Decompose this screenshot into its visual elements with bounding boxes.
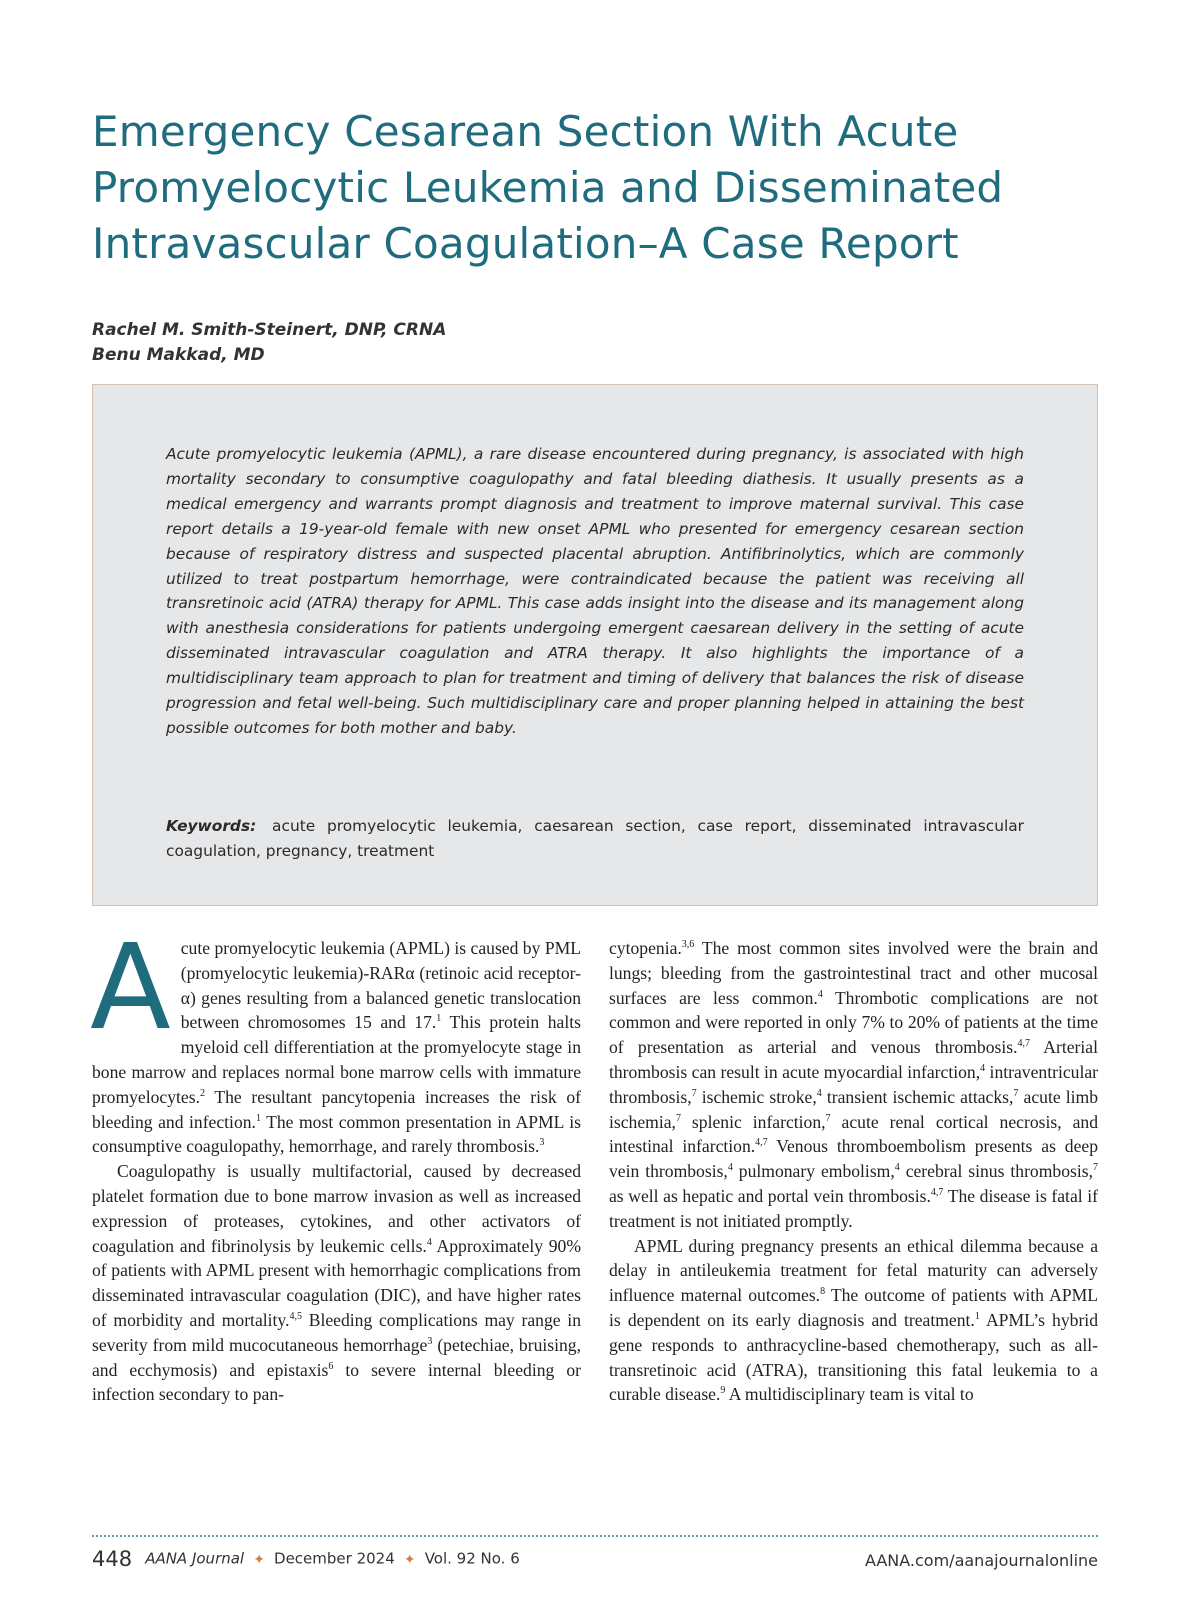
separator-icon: ✦ — [403, 1551, 416, 1568]
citation-ref: 4 — [816, 1087, 822, 1099]
citation-ref: 3,6 — [681, 939, 695, 950]
page-number: 448 — [92, 1547, 133, 1571]
title-line: Promyelocytic Leukemia and Disseminated — [92, 163, 1004, 212]
paragraph: cytopenia.$^{3,6}$ The most common sites involved were the brain and lungs; bleeding from the gastrointestinal tract and other mucosal surfaces are less common.$^4$ Thrombotic complications are not common and were reported in only 7% to 20% of patients at the time of presentation as arterial and venous thrombosis.$^{4,7}$ Arterial thrombosis can result in acute myocardial infarction,$^4$ intraventricular thrombosis,$^7$ ischemic stroke,$^4$ transient ischemic attacks,$^7$ acute limb ischemia,$^7$ splenic infarction,$^7$ acute renal cortical necrosis, and intestinal infarction.$^{4,7}$ Venous thromboembolism presents as deep vein thrombosis,$^4$ pulmonary embolism,$^4$ cerebral sinus thrombosis,$^7$ as well as hepatic and portal vein thrombosis.$^{4,7}$ The disease is fatal if treatment is not initiated promptly. — [609, 938, 1099, 1231]
citation-ref: 3 — [539, 1137, 545, 1149]
citation-ref: 4 — [980, 1062, 986, 1074]
body-column-right — [609, 936, 1098, 1407]
title-line: Intravascular Coagulation–A Case Report — [92, 219, 959, 268]
citation-ref: 7 — [1093, 1162, 1098, 1174]
page-footer — [92, 1547, 1098, 1575]
separator-icon: ✦ — [253, 1551, 265, 1568]
volume-issue: Vol. 92 No. 6 — [424, 1549, 520, 1568]
citation-ref: 7 — [675, 1112, 681, 1124]
article-title — [92, 104, 1122, 272]
citation-ref: 4,7 — [755, 1137, 768, 1149]
keywords-label: Keywords: — [166, 817, 257, 835]
citation-ref: 7 — [691, 1087, 697, 1099]
body-column-left — [90, 918, 581, 1407]
citation-ref: 4 — [894, 1162, 900, 1174]
journal-name: AANA Journal — [145, 1549, 245, 1568]
citation-ref: 1 — [436, 1013, 442, 1025]
citation-ref: 4,7 — [930, 1186, 944, 1198]
journal-url[interactable]: AANA.com/aanajournalonline — [864, 1551, 1098, 1570]
abstract-box — [92, 384, 1098, 906]
citation-ref: 6 — [328, 1360, 334, 1372]
citation-ref: 9 — [720, 1385, 726, 1397]
keywords — [166, 814, 1024, 864]
citation-ref: 1 — [255, 1112, 261, 1124]
citation-ref: 4 — [727, 1162, 733, 1174]
citation-ref: 2 — [199, 1087, 205, 1099]
citation-ref: 3 — [427, 1335, 433, 1347]
author-list — [92, 318, 446, 368]
citation-ref: 4,7 — [1017, 1038, 1030, 1050]
citation-ref: 7 — [825, 1112, 831, 1124]
citation-ref: 4,5 — [289, 1310, 302, 1322]
issue-date: December 2024 — [274, 1549, 395, 1568]
abstract-text: Acute promyelocytic leukemia (APML), a rare disease encountered during pregnancy, is associated with high mortality secondary to consumptive coagulopathy and fatal bleeding diathesis. It usually presents as a medical emergency and warrants prompt diagnosis and treatment to improve maternal survival. This case report details a 19-year-old female with new onset APML who presented for emergency cesarean section because of respiratory distress and suspected placental abruption. Antifibrinolytics, which are commonly utilized to treat postpartum hemorrhage, were contraindicated because the patient was receiving all transretinoic acid (ATRA) therapy for APML. This case adds insight into the disease and its management along with anesthesia considerations for patients undergoing emergent caesarean delivery in the setting of acute disseminated intravascular coagulation and ATRA therapy. It also highlights the importance of a multidisciplinary team approach to plan for treatment and timing of delivery that balances the risk of disease progression and fetal well-being. Such multidisciplinary care and proper planning helped in attaining the best possible outcomes for both mother and baby. — [166, 445, 1024, 737]
author-name: Rachel M. Smith-Steinert, DNP, CRNA — [92, 320, 447, 340]
paragraph: APML during pregnancy presents an ethical dilemma because a delay in antileukemia treatment for fetal maturity can adversely influence maternal outcomes.$^8$ The outcome of patients with APML is dependent on its early diagnosis and treatment.$^1$ APML’s hybrid gene responds to anthracycline-based chemotherapy, such as all-transretinoic acid (ATRA), transitioning this fatal leukemia to a curable disease.$^9$ A multidisciplinary team is vital to — [609, 1235, 1098, 1405]
paragraph: cute promyelocytic leukemia (APML) is caused by PML (promyelocytic leukemia)-RARα (retinoic acid receptor-α) genes resulting from a balanced genetic translocation between chromosomes 15 and 17.$^1$ This protein halts myeloid cell differentiation at the promyelocyte stage in bone marrow and replaces normal bone marrow cells with immature promyelocytes.$^2$ The resultant pancytopenia increases the risk of bleeding and infection.$^1$ The most common presentation in APML is consumptive coagulopathy, hemorrhage, and rarely thrombosis.$^3$ — [92, 938, 581, 1157]
citation-ref: 7 — [1013, 1087, 1019, 1099]
drop-cap: A — [90, 918, 171, 1056]
paragraph: Coagulopathy is usually multifactorial, caused by decreased platelet formation due to bone marrow invasion as well as increased expression of proteases, cytokines, and other activators of coagulation and fibrinolysis by leukemic cells.$^4$ Approximately 90% of patients with APML present with hemorrhagic complications from disseminated intravascular coagulation (DIC), and have higher rates of morbidity and mortality.$^{4,5}$ Bleeding complications may range in severity from mild mucocutaneous hemorrhage$^3$ (petechiae, bruising, and ecchymosis) and epistaxis$^6$ to severe internal bleeding or infection secondary to pan- — [92, 1161, 581, 1405]
citation-ref: 4 — [817, 988, 823, 1000]
citation-ref: 8 — [820, 1286, 826, 1298]
keywords-list: acute promyelocytic leukemia, caesarean section, case report, disseminated intravascular coagulation, pregnancy, treatment — [166, 817, 1024, 860]
author-name: Benu Makkad, MD — [92, 345, 265, 365]
citation-ref: 1 — [974, 1310, 980, 1322]
footer-divider — [92, 1535, 1098, 1537]
citation-ref: 4 — [426, 1236, 432, 1248]
title-line: Emergency Cesarean Section With Acute — [92, 107, 959, 156]
